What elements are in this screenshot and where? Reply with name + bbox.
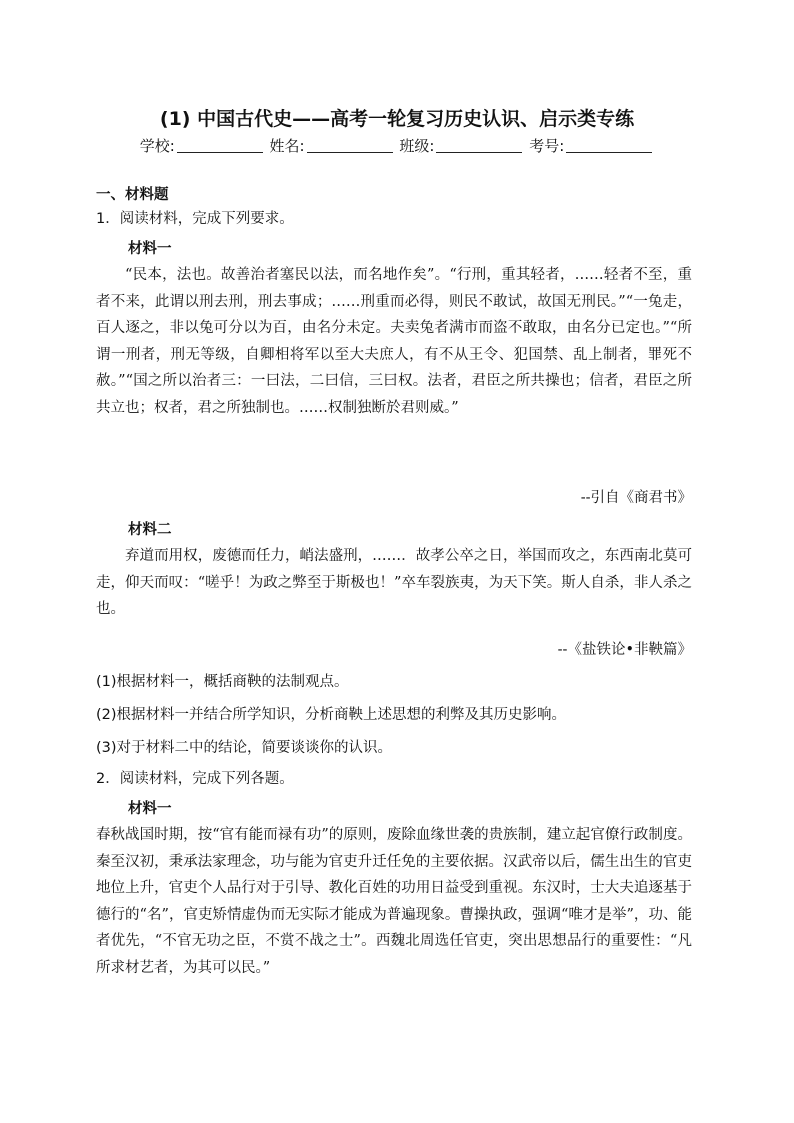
class-blank[interactable] (436, 138, 522, 153)
section-heading: 一、材料题 (96, 187, 169, 203)
q2-material-1-heading: 材料一 (128, 801, 172, 817)
q1-sub-question-1: (1)根据材料一，概括商鞅的法制观点。 (96, 674, 349, 690)
q1-material-2-heading: 材料二 (128, 522, 172, 538)
student-info-row (0, 135, 794, 156)
id-blank[interactable] (566, 138, 652, 153)
name-blank[interactable] (307, 138, 393, 153)
q1-sub-question-3: (3)对于材料二中的结论，简要谈谈你的认识。 (96, 740, 393, 756)
page-title: (1) 中国古代史——高考一轮复习历史认识、启示类专练 (159, 108, 635, 130)
q1-material-2-source: --《盐铁论•非鞅篇》 (557, 642, 692, 658)
q1-material-1-source: --引自《商君书》 (580, 490, 692, 506)
question-2-prompt: 2．阅读材料，完成下列各题。 (96, 771, 294, 787)
q1-material-2-text: 弃道而用权，废德而任力，峭法盛刑，……．故孝公卒之日，举国而攻之，东西南北莫可走，仰天而叹：“嗟乎！为政之弊至于斯极也！”卒车裂族夷，为天下笑。斯人自杀，非人杀之也。 (96, 548, 692, 617)
class-label: 班级: (399, 137, 435, 155)
name-label: 姓名: (269, 137, 305, 155)
q1-sub-question-2: (2)根据材料一并结合所学知识，分析商鞅上述思想的利弊及其历史影响。 (96, 707, 567, 723)
school-blank[interactable] (177, 138, 263, 153)
q1-material-1-text: “民本，法也。故善治者塞民以法，而名地作矣”。“行刑，重其轻者，……轻者不至，重者不来，此谓以刑去刑，刑去事成；……刑重而必得，则民不敢试，故国无刑民。”“一兔走，百人逐之，非以兔可分以为百，由名分未定。夫卖兔者满市而盗不敢取，由名分已定也。”“所谓一刑者，刑无等级，自卿相将军以至大夫庶人，有不从王令、犯国禁、乱上制者，罪死不赦。”“国之所以治者三：一曰法，二曰信，三曰权。法者，君臣之所共操也；信者，君臣之所共立也；权者，君之所独制也。……权制独断於君则威。” (96, 267, 692, 416)
q2-material-1-text: 春秋战国时期，按“官有能而禄有功”的原则，废除血缘世袭的贵族制，建立起官僚行政制度。秦至汉初，秉承法家理念，功与能为官吏升迁任免的主要依据。汉武帝以后，儒生出生的官吏地位上升，官吏个人品行对于引导、教化百姓的功用日益受到重视。东汉时，士大夫追逐基于德行的“名”，官吏矫情虚伪而无实际才能成为普遍现象。曹操执政，强调“唯才是举”，功、能者优先，“不官无功之臣，不赏不战之士”。西魏北周选任官吏，突出思想品行的重要性：“凡所求材艺者，为其可以民。” (96, 827, 692, 976)
q1-material-1-heading: 材料一 (128, 241, 172, 257)
school-label: 学校: (139, 137, 175, 155)
question-1-prompt: 1．阅读材料，完成下列要求。 (96, 211, 294, 227)
id-label: 考号: (529, 137, 565, 155)
